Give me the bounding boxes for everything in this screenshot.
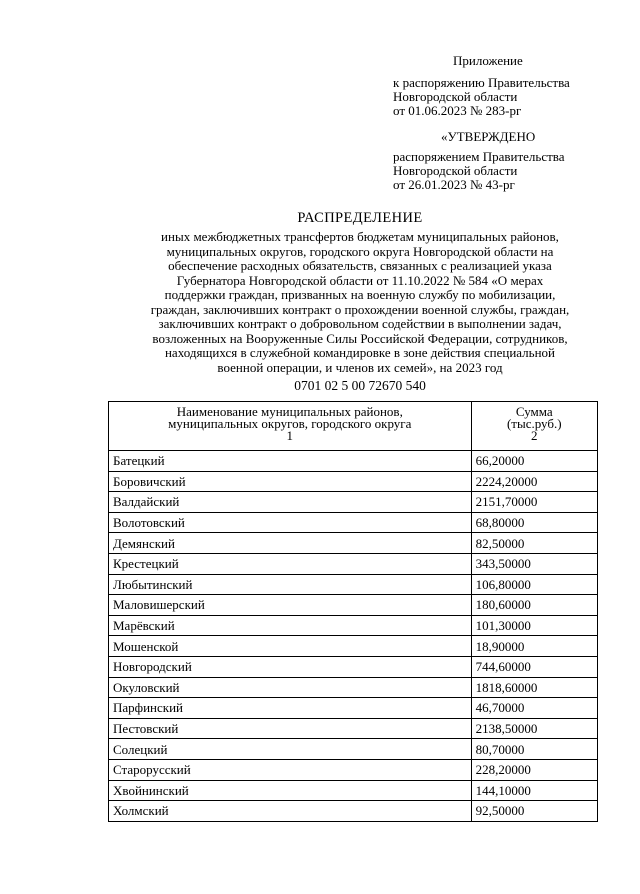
table-row: [109, 492, 598, 513]
district-name-cell: Любытинский: [109, 574, 472, 595]
table-row: [109, 739, 598, 760]
table-row: [109, 780, 598, 801]
amount-cell: 1818,60000: [471, 677, 597, 698]
district-name-cell: Хвойнинский: [109, 780, 472, 801]
amount-cell: 92,50000: [471, 801, 597, 822]
district-name-cell: Парфинский: [109, 698, 472, 719]
description-line: поддержки граждан, призванных на военную службу по мобилизации,: [164, 287, 556, 302]
district-name-cell: Крестецкий: [109, 553, 472, 574]
amount-cell: 744,60000: [471, 656, 597, 677]
amount-cell: 18,90000: [471, 636, 597, 657]
table-row: [109, 615, 598, 636]
table-row: [109, 553, 598, 574]
amount-cell: 228,20000: [471, 759, 597, 780]
approved-line: распоряжением Правительства: [393, 149, 565, 164]
column-number: 1: [286, 428, 294, 443]
table-row: [109, 801, 598, 822]
amount-cell: 101,30000: [471, 615, 597, 636]
district-name-cell: Валдайский: [109, 492, 472, 513]
district-name-cell: Холмский: [109, 801, 472, 822]
description-line: граждан, заключивших контракт о прохождении военной службы, граждан,: [150, 301, 570, 317]
amount-cell: 82,50000: [471, 533, 597, 554]
header-line: муниципальных округов, городского округа: [168, 416, 412, 431]
table-row: [109, 451, 598, 472]
description-line: Губернатора Новгородской области от 11.10.2022 № 584 «О мерах: [176, 272, 544, 288]
district-name-cell: Марёвский: [109, 615, 472, 636]
amount-cell: 144,10000: [471, 780, 597, 801]
amount-cell: 66,20000: [471, 451, 597, 472]
approved-line: Новгородской области: [393, 163, 518, 178]
approved-line: от 26.01.2023 № 43-рг: [393, 177, 515, 192]
table-row: [109, 718, 598, 739]
distribution-table: [108, 401, 598, 822]
document-title: РАСПРЕДЕЛЕНИЕ: [297, 210, 423, 226]
description-line: военной операции, и членов их семей», на 2023 год: [217, 359, 503, 375]
description-line: возложенных на Вооруженные Силы Российской Федерации, сотрудников,: [152, 330, 568, 346]
amount-cell: 106,80000: [471, 574, 597, 595]
district-name-cell: Пестовский: [109, 718, 472, 739]
table-row: [109, 677, 598, 698]
description-line: заключивших контракт о добровольном содействии в выполнении задач,: [158, 316, 562, 331]
table-row: [109, 471, 598, 492]
amount-cell: 46,70000: [471, 698, 597, 719]
amount-cell: 2224,20000: [471, 471, 597, 492]
appendix-line: к распоряжению Правительства: [393, 75, 570, 90]
district-name-cell: Окуловский: [109, 677, 472, 698]
appendix-heading: Приложение: [453, 53, 523, 68]
table-row: [109, 595, 598, 616]
district-name-cell: Новгородский: [109, 656, 472, 677]
table-row: [109, 698, 598, 719]
table-row: [109, 656, 598, 677]
appendix-line: Новгородской области: [393, 89, 518, 104]
appendix-block: [393, 54, 633, 118]
table-row: [109, 574, 598, 595]
amount-cell: 68,80000: [471, 512, 597, 533]
district-name-cell: Боровичский: [109, 471, 472, 492]
amount-cell: 180,60000: [471, 595, 597, 616]
description-line: иных межбюджетных трансфертов бюджетам муниципальных районов,: [161, 229, 559, 244]
district-name-cell: Батецкий: [109, 451, 472, 472]
amount-cell: 80,70000: [471, 739, 597, 760]
district-name-cell: Солецкий: [109, 739, 472, 760]
table-row: [109, 636, 598, 657]
amount-cell: 2151,70000: [471, 492, 597, 513]
district-name-cell: Демянский: [109, 533, 472, 554]
header-line: Наименование муниципальных районов,: [176, 404, 403, 419]
header-line: Сумма: [515, 404, 553, 419]
budget-code: 0701 02 5 00 72670 540: [294, 378, 426, 393]
district-name-cell: Волотовский: [109, 512, 472, 533]
table-row: [109, 512, 598, 533]
header-name-column: [109, 402, 472, 451]
description-line: находящихся в служебной командировке в зоне действия специальной: [164, 345, 556, 360]
description-line: обеспечение расходных обязательств, связанных с реализацией указа: [168, 258, 552, 273]
amount-cell: 2138,50000: [471, 718, 597, 739]
header-amount-column: [471, 402, 597, 451]
table-header-row: [109, 402, 598, 451]
appendix-line: от 01.06.2023 № 283-рг: [393, 103, 522, 118]
description-line: муниципальных округов, городского округа Новгородской области на: [166, 243, 554, 259]
table-row: [109, 533, 598, 554]
district-name-cell: Маловишерский: [109, 595, 472, 616]
column-number: 2: [531, 428, 538, 443]
approved-heading: «УТВЕРЖДЕНО: [441, 129, 536, 144]
district-name-cell: Мошенской: [109, 636, 472, 657]
document-description: [108, 230, 612, 375]
header-line: (тыс.руб.): [506, 416, 562, 431]
table-row: [109, 759, 598, 780]
amount-cell: 343,50000: [471, 553, 597, 574]
district-name-cell: Старорусский: [109, 759, 472, 780]
approved-block: [393, 130, 633, 192]
